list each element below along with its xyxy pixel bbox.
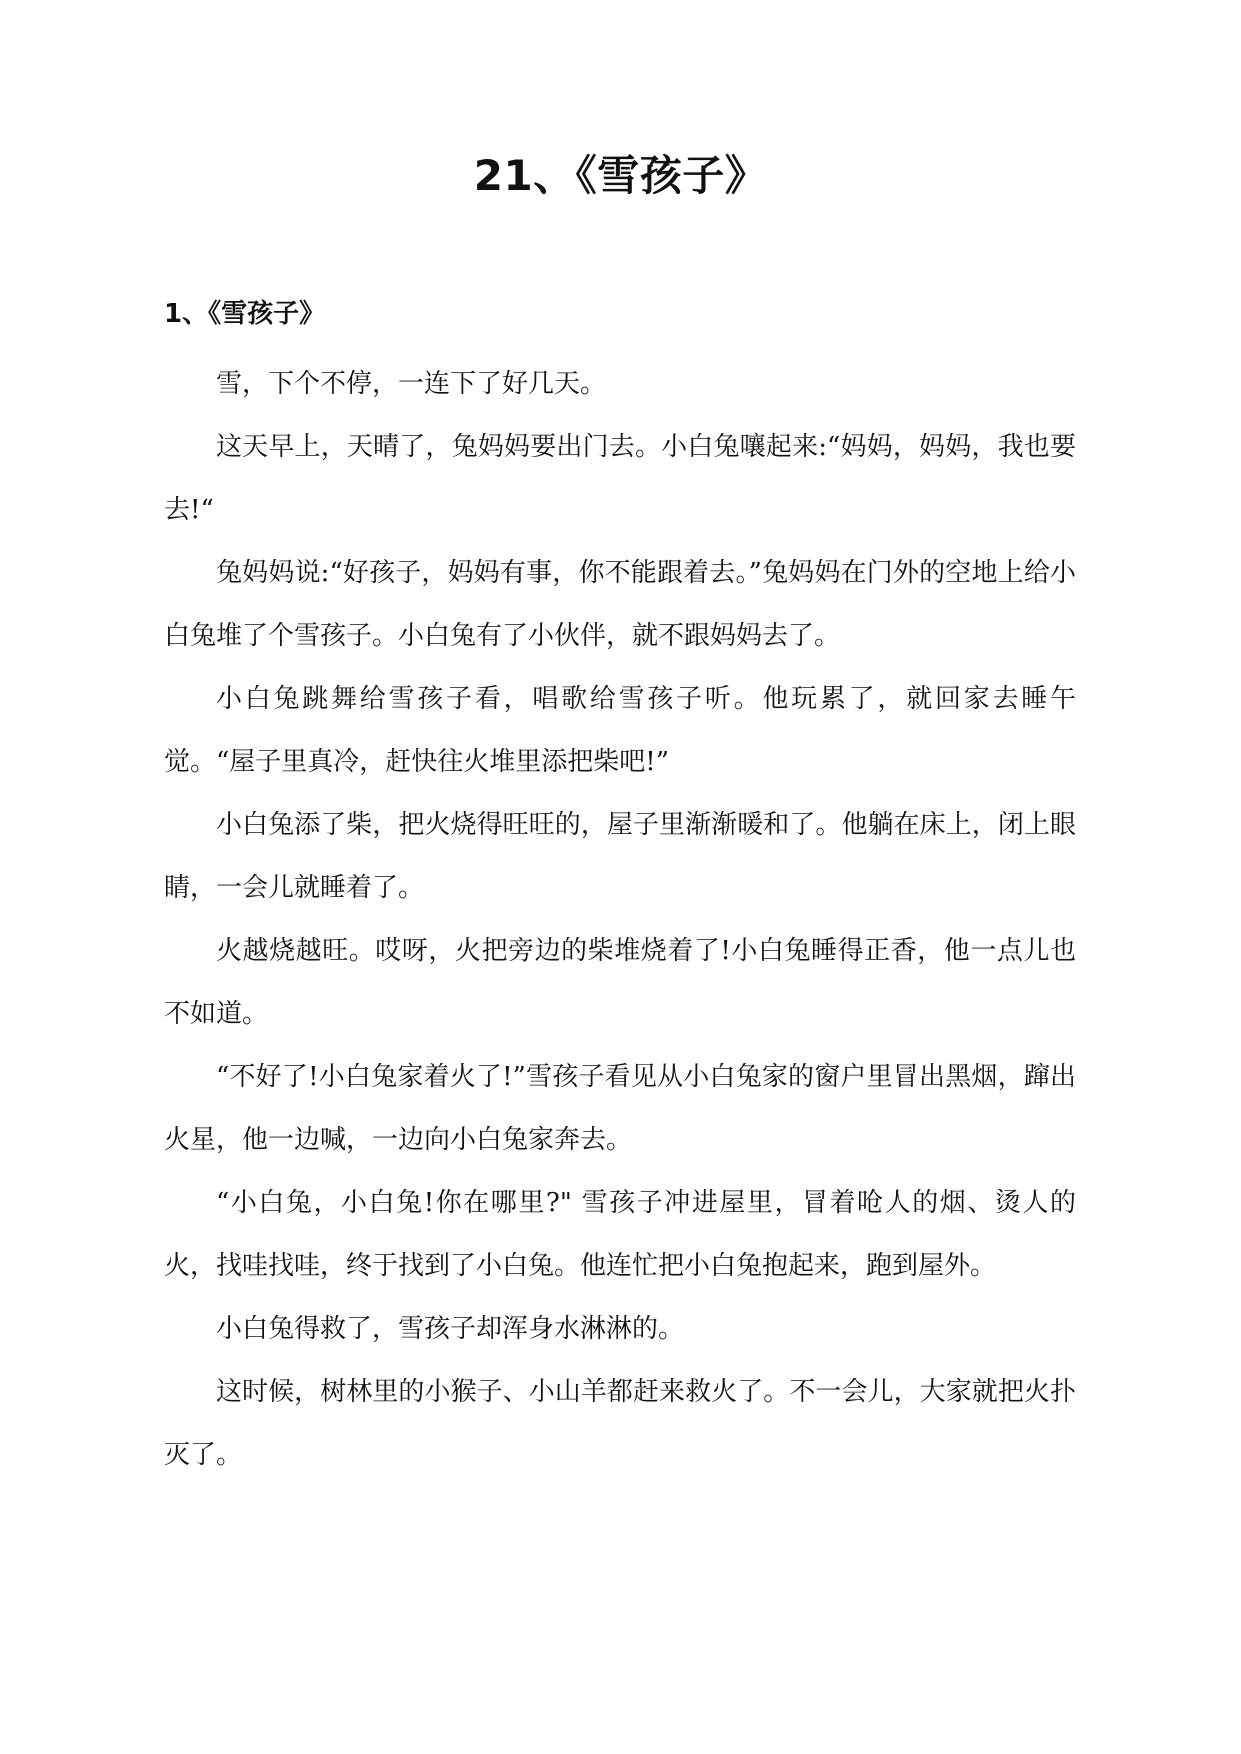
paragraph-2: 这天早上，天晴了，兔妈妈要出门去。小白兔嚷起来:“妈妈，妈妈，我也要去!“ [164, 432, 1076, 525]
page-title: 21、《雪孩子》 [473, 151, 768, 200]
paragraph-4: 小白兔跳舞给雪孩子看，唱歌给雪孩子听。他玩累了，就回家去睡午觉。“屋子里真冷，赶快往火堆里添把柴吧!” [164, 684, 1076, 777]
section-heading: 1、《雪孩子》 [164, 299, 326, 329]
paragraph-1: 雪，下个不停，一连下了好几天。 [216, 369, 607, 399]
paragraph-9: 小白兔得救了，雪孩子却浑身水淋淋的。 [216, 1314, 685, 1344]
paragraph-8: “小白兔，小白兔!你在哪里?" 雪孩子冲进屋里，冒着呛人的烟、烫人的火，找哇找哇，终于找到了小白兔。他连忙把小白兔抱起来，跑到屋外。 [164, 1188, 1076, 1281]
paragraph-7: “不好了!小白兔家着火了!”雪孩子看见从小白兔家的窗户里冒出黑烟，蹿出火星，他一边喊，一边向小白兔家奔去。 [164, 1062, 1076, 1155]
paragraph-3: 兔妈妈说:“好孩子，妈妈有事，你不能跟着去。”兔妈妈在门外的空地上给小白兔堆了个雪孩子。小白兔有了小伙伴，就不跟妈妈去了。 [164, 558, 1076, 651]
paragraph-5: 小白兔添了柴，把火烧得旺旺的，屋子里渐渐暖和了。他躺在床上，闭上眼睛，一会儿就睡着了。 [164, 810, 1076, 903]
paragraph-6: 火越烧越旺。哎呀，火把旁边的柴堆烧着了!小白兔睡得正香，他一点儿也不如道。 [164, 936, 1076, 1029]
paragraph-10: 这时候，树林里的小猴子、小山羊都赶来救火了。不一会儿，大家就把火扑灭了。 [164, 1377, 1076, 1470]
story-body [164, 353, 1076, 1487]
